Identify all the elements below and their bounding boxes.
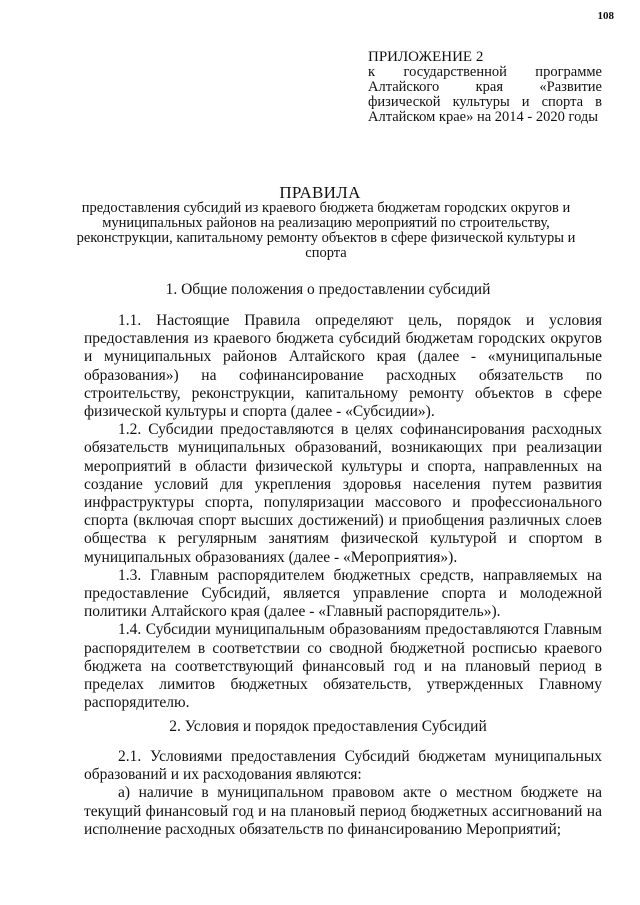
- page-number: 108: [597, 10, 614, 22]
- paragraph-2-1: 2.1. Условиями предоставления Субсидий бюджетам муниципальных образований и их расходования являются:: [84, 748, 602, 784]
- paragraph-1-4: 1.4. Субсидии муниципальным образованиям предоставляются Главным распорядителем в соответствии со сводной бюджетной росписью краевого бюджета на соответствующий финансовый год и на плановый период в пределах лимитов бюджетных обязательств, утвержденных Главному распорядителю.: [84, 621, 602, 712]
- paragraph-1-1: 1.1. Настоящие Правила определяют цель, порядок и условия предоставления из краевого бюджета субсидий бюджетам городских округов и муниципальных районов Алтайского края (далее - «муниципальные образования») на софинансирование расходных обязательств по строительству, реконструкции, капитальному ремонту объектов в сфере физической культуры и спорта (далее - «Субсидии»).: [84, 312, 602, 421]
- appendix-block: [368, 50, 602, 125]
- section-2-body: [84, 748, 602, 839]
- appendix-text: к государственной программе Алтайского края «Развитие физической культуры и спорта в Алтайском крае» на 2014 - 2020 годы: [368, 64, 602, 125]
- appendix-title: ПРИЛОЖЕНИЕ 2: [368, 49, 484, 65]
- section-1-body: [84, 312, 602, 712]
- paragraph-1-3: 1.3. Главным распорядителем бюджетных средств, направляемых на предоставление Субсидий, является управление спорта и молодежной политики Алтайского края (далее - «Главный распорядитель»).: [84, 566, 602, 621]
- document-title: ПРАВИЛА: [279, 183, 361, 202]
- paragraph-1-2: 1.2. Субсидии предоставляются в целях софинансирования расходных обязательств муниципальных образований, возникающих при реализации мероприятий в области физической культуры и спорта, направленных на создание условий для укрепления здоровья населения путем развития инфраструктуры спорта, популяризации массового и профессионального спорта (включая спорт высших достижений) и приобщения различных слоев общества к регулярным занятиям физической культурой и спортом в муниципальных образованиях (далее - «Мероприятия»).: [84, 421, 602, 566]
- document-subtitle: предоставления субсидий из краевого бюджета бюджетам городских округов и муниципальных районов на реализацию мероприятий по строительству, реконструкции, капитальному ремонту объектов в сфере физической культуры и спорта: [76, 200, 576, 261]
- paragraph-2-1-a: а) наличие в муниципальном правовом акте о местном бюджете на текущий финансовый год и на плановый период бюджетных ассигнований на исполнение расходных обязательств по финансированию Мероприятий;: [84, 784, 602, 838]
- section-1-heading: 1. Общие положения о предоставлении субсидий: [165, 281, 491, 298]
- section-2-heading: 2. Условия и порядок предоставления Субсидий: [169, 718, 487, 735]
